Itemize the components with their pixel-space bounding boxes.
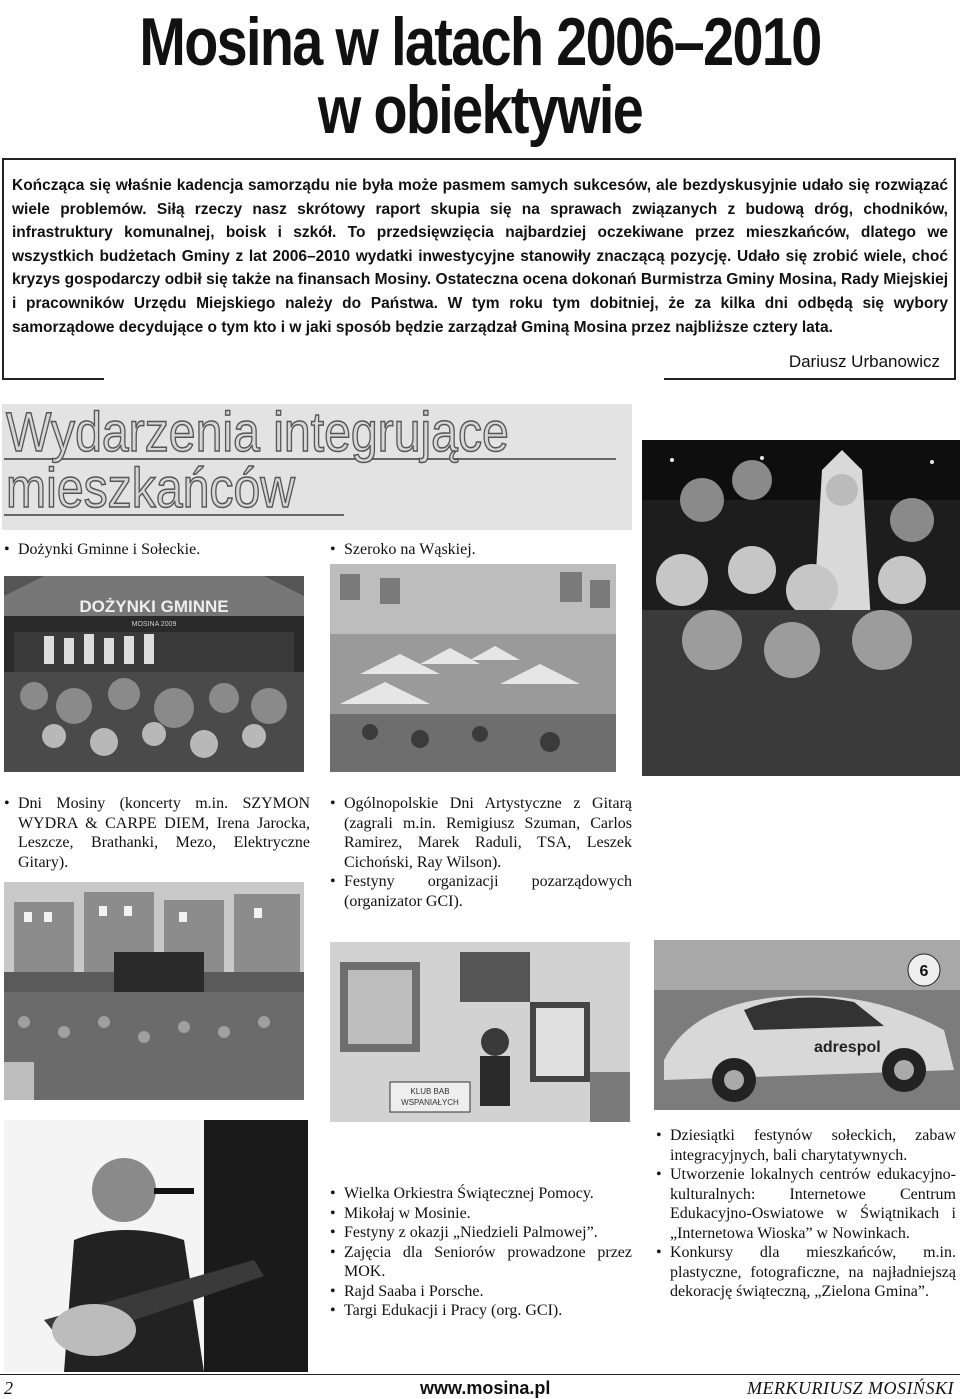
caption-gitara: • Ogólnopolskie Dni Artystyczne z Gitarą (zagrali m.in. Remigiusz Szuman, Carlos Ramirez, Marek Raduli, TSA, Leszek Cichoński, Ray Wilson). • Festyny organizacji pozarządowych (organizator GCI).	[328, 794, 632, 911]
svg-text:adrespol: adrespol	[814, 1039, 881, 1056]
list-item: • Dziesiątki festynów sołeckich, zabaw integracyjnych, bali charytatywnych.	[654, 1126, 956, 1165]
svg-text:DOŻYNKI GMINNE: DOŻYNKI GMINNE	[79, 597, 229, 616]
page-subtitle: w obiektywie	[317, 72, 643, 148]
section-title: Wydarzenia integrujące mieszkańców	[6, 400, 509, 519]
page-title: Mosina w latach 2006–2010	[139, 4, 821, 80]
list-item: • Utworzenie lokalnych centrów edukacyjno-kulturalnych: Internetowe Centrum Edukacyjno-Oswiatowe w Świątnikach i „Internetowa Wioska” w Nowinkach.	[654, 1165, 956, 1243]
svg-text:KLUB BAB: KLUB BAB	[410, 1087, 450, 1096]
intro-text: Kończąca się właśnie kadencja samorządu nie była może pasmem samych sukcesów, ale bezdyskusyjnie udało się rozwiązać wiele problemów. Siłą rzeczy nasz skrótowy raport skupia się na sprawach związanych z budową dróg, chodników, infrastruktury komunalnej, boisk i szkół. To przedsięwzięcia najbardziej oczekiwane przez mieszkańców, dlatego we wszystkich budżetach Gminy z lat 2006–2010 wydatki inwestycyjne stanowiły znaczącą pozycję. Udało się zrobić wiele, choć kryzys gospodarczy odbił się także na finansach Mosiny. Ostateczna ocena dokonań Burmistrza Gminy Mosina, Rady Miejskiej i pracowników Urzędu Miejskiego należy do Państwa. W tym roku tym dobitniej, że za kilka dni odbędą się wybory samorządowe decydujące o tym kto i w jaki sposób będzie zarządzał Gminą Mosina przez najbliższe cztery lata.	[12, 177, 948, 336]
list-item: • Wielka Orkiestra Świątecznej Pomocy.	[328, 1184, 632, 1204]
photo-dni-mosiny-concert	[4, 882, 304, 1100]
list-item: • Targi Edukacji i Pracy (org. GCI).	[328, 1301, 632, 1321]
list-item: • Festyny z okazji „Niedzieli Palmowej”.	[328, 1223, 632, 1243]
caption-szeroko: • Szeroko na Wąskiej.	[328, 540, 628, 560]
events-list-middle	[328, 1184, 632, 1321]
footer-rule	[0, 1374, 960, 1375]
list-item: • Zajęcia dla Seniorów prowadzone przez MOK.	[328, 1243, 632, 1282]
svg-text:WSPANIAŁYCH: WSPANIAŁYCH	[401, 1098, 459, 1107]
svg-text:6: 6	[919, 963, 929, 980]
photo-rally-car	[654, 940, 960, 1110]
intro-box-gap	[104, 370, 664, 384]
author: Dariusz Urbanowicz	[783, 352, 946, 372]
photo-klub-bab	[330, 942, 630, 1122]
magazine-name: MERKURIUSZ MOSIŃSKI	[747, 1378, 954, 1398]
page-number: 2	[4, 1378, 13, 1398]
svg-text:MOSINA 2009: MOSINA 2009	[131, 621, 177, 628]
list-item: • Rajd Saaba i Porsche.	[328, 1282, 632, 1302]
photo-szeroko-market	[330, 564, 616, 772]
photo-guitarist	[4, 1120, 308, 1372]
events-list-right	[654, 1126, 956, 1302]
photo-dozynki-stage	[4, 576, 304, 772]
caption-dni-mosiny: • Dni Mosiny (koncerty m.in. SZYMON WYDRA & CARPE DIEM, Irena Jarocka, Leszcze, Brathanki, Mezo, Elektryczne Gitary).	[2, 794, 310, 872]
caption-dozynki: • Dożynki Gminne i Sołeckie.	[2, 540, 302, 560]
list-item: • Mikołaj w Mosinie.	[328, 1204, 632, 1224]
intro-box	[2, 158, 956, 380]
footer-url: www.mosina.pl	[420, 1378, 551, 1398]
list-item: • Konkursy dla mieszkańców, m.in. plastyczne, fotograficzne, na najładniejszą dekorację świąteczną, „Zielona Gmina”.	[654, 1243, 956, 1302]
photo-mikolaj	[642, 440, 960, 776]
